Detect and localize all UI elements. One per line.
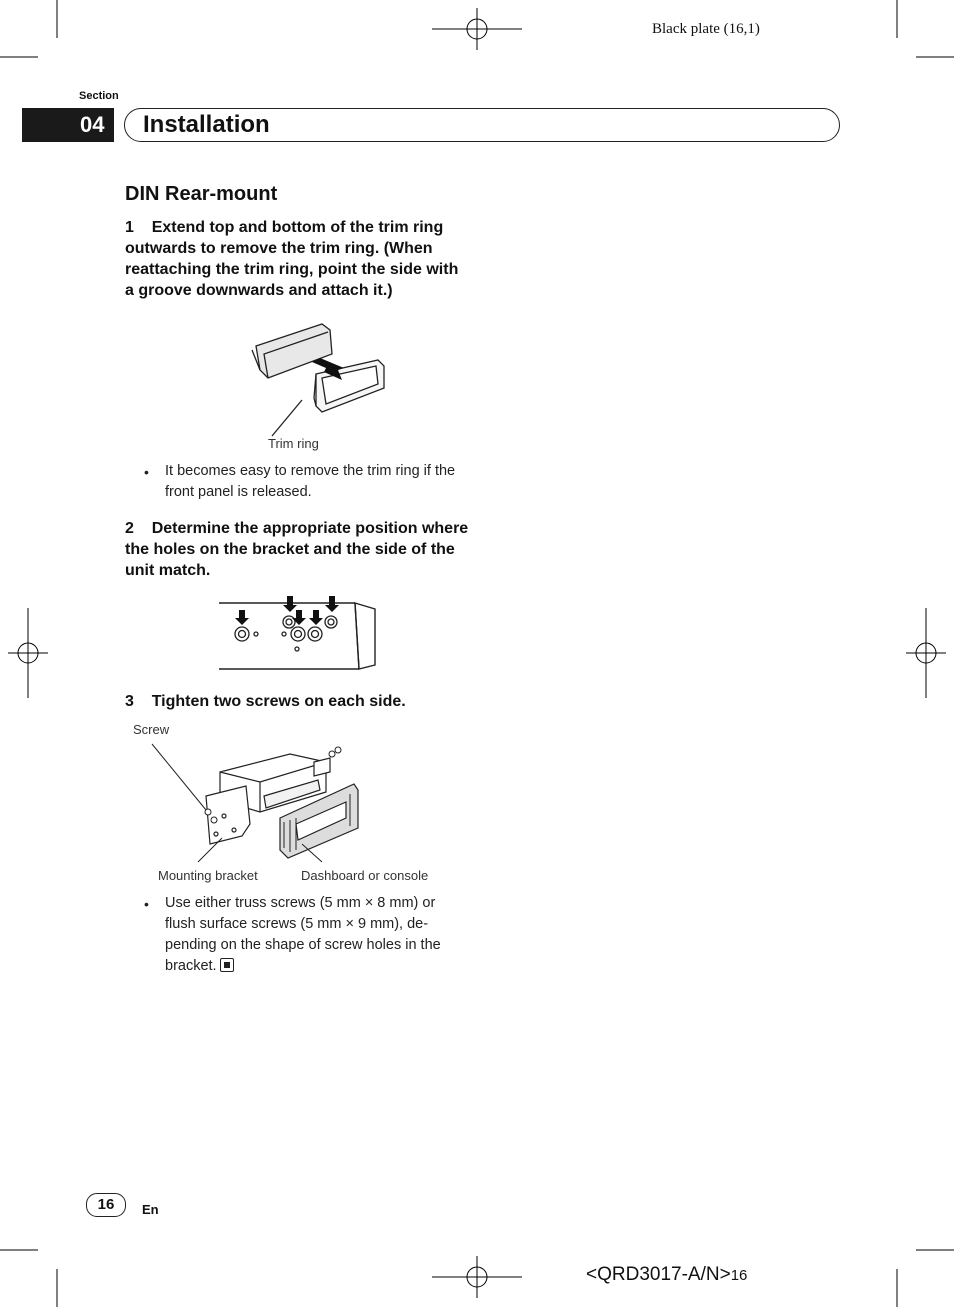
page-number: 16: [86, 1193, 126, 1217]
trim-ring-caption: Trim ring: [268, 436, 319, 451]
end-mark-icon: [220, 958, 234, 972]
trim-ring-figure: [250, 312, 410, 442]
bracket-holes-figure: [215, 593, 385, 673]
mounting-figure: [150, 738, 390, 868]
step-1-number: 1: [125, 219, 134, 236]
bullet-dot: •: [144, 464, 149, 480]
step-1: [125, 217, 470, 301]
page-title: Installation: [143, 111, 270, 138]
section-label: Section: [79, 90, 119, 102]
bullet-2-text: Use either truss screws (5 mm × 8 mm) or flush surface screws (5 mm × 9 mm), de-pending on the shape of screw holes in the bracket.: [165, 895, 441, 974]
screw-caption: Screw: [133, 722, 170, 737]
step-3-text: Tighten two screws on each side.: [151, 693, 406, 710]
bracket-caption: Mounting bracket: [158, 868, 258, 883]
document-code-text: <QRD3017-A/N>: [586, 1264, 731, 1285]
section-heading: DIN Rear-mount: [125, 183, 278, 205]
bullet-dot: •: [144, 896, 149, 912]
bullet-1: It becomes easy to remove the trim ring if the front panel is released.: [165, 463, 456, 500]
step-2: [125, 518, 470, 581]
section-number: 04: [80, 112, 105, 137]
step-1-text: Extend top and bottom of the trim ring outwards to remove the trim ring. (When reattaching the trim ring, point the side with a groove downwards and attach it.): [125, 219, 459, 299]
step-2-number: 2: [125, 520, 134, 537]
document-code: [586, 1264, 747, 1286]
language-label: En: [142, 1202, 159, 1217]
section-number-tab: [22, 108, 114, 142]
document-code-page: 16: [730, 1267, 748, 1284]
dashboard-caption: Dashboard or console: [301, 868, 429, 883]
plate-label: Black plate (16,1): [652, 21, 760, 37]
bullet-2: [165, 893, 465, 977]
step-3-number: 3: [125, 693, 134, 710]
step-2-text: Determine the appropriate position where the holes on the bracket and the side of the unit match.: [125, 520, 469, 579]
step-3: [125, 691, 470, 712]
